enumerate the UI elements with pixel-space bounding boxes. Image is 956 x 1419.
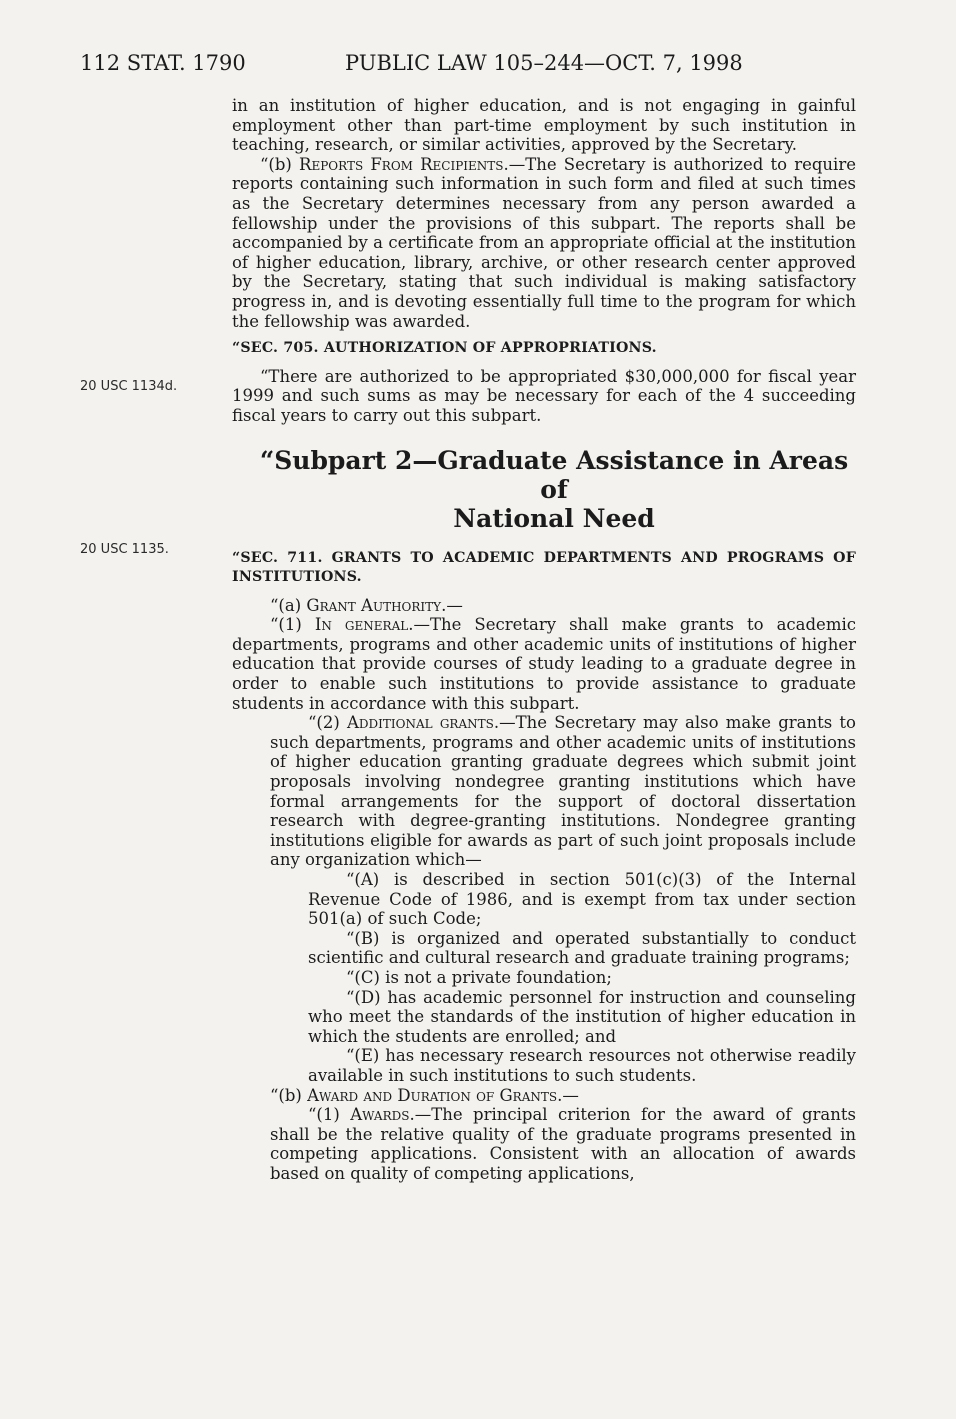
statute-page-number: 112 STAT. 1790 [80, 51, 246, 75]
public-law-header: PUBLIC LAW 105–244—OCT. 7, 1998 [345, 51, 743, 75]
subpart-title-line2: National Need [453, 503, 655, 533]
paragraph-heading: In general [314, 615, 409, 635]
paragraph-lead: “(b) [260, 154, 300, 174]
subsection-lead: “(b) [270, 1085, 308, 1105]
section-705-body: “There are authorized to be appropriated $30,000,000 for fiscal year 1999 and such sums as may be necessary for each of the 4 succeeding fiscal years to carry out this subpart. [232, 366, 856, 425]
section-705-heading: “SEC. 705. AUTHORIZATION OF APPROPRIATIONS. [232, 340, 657, 357]
paragraph-continuation: in an institution of higher education, and is not engaging in gainful employment other than part-time employment by such institution in teaching, research, or similar activities, approved by the Secretary. [232, 96, 856, 155]
subpart-2-title [232, 446, 856, 533]
subpart-title-line1: “Subpart 2—Graduate Assistance in Areas of [259, 445, 849, 504]
paragraph-heading: Additional grants [347, 713, 494, 733]
paragraph-body: .—The principal criterion for the award of grants shall be the relative quality of the graduate programs presented in competing applications. Consistent with an allocation of awards based on quality of competing applications, [270, 1105, 856, 1183]
clause-D: “(D) has academic personnel for instruction and counseling who meet the standards of the institution of higher education in which the students are enrolled; and [308, 987, 856, 1046]
subsection-lead: “(a) [270, 595, 307, 615]
subsection-a-heading [270, 596, 856, 616]
clause-E: “(E) has necessary research resources not otherwise readily available in such institutions to such students. [308, 1046, 856, 1085]
paragraph-a2 [270, 713, 856, 870]
subsection-tail: .— [557, 1085, 579, 1105]
subsection-b-heading [270, 1086, 856, 1106]
paragraph-lead: “(1) [308, 1105, 351, 1125]
clause-A: “(A) is described in section 501(c)(3) of the Internal Revenue Code of 1986, and is exempt from tax under section 501(a) of such Code; [308, 870, 856, 929]
document-body [232, 96, 856, 1184]
margin-citation-1135: 20 USC 1135. [80, 542, 169, 557]
paragraph-body: .—The Secretary may also make grants to such departments, programs and other academic units of institutions of higher education granting graduate degrees which submit joint proposals involving nondegree granting institutions which have formal arrangements for the support of doctoral dissertation research with degree-granting institutions. Nondegree granting institutions eligible for awards as part of such joint proposals include any organization which— [270, 713, 856, 870]
subsection-tail: .— [441, 595, 463, 615]
margin-citation-1134d: 20 USC 1134d. [80, 379, 178, 394]
paragraph-reports-from-recipients [232, 155, 856, 331]
paragraph-body: .—The Secretary shall make grants to academic departments, programs and other academic units of institutions of higher education that provide courses of study leading to a graduate degree in order to enable such institutions to provide assistance to graduate students in accordance with this subpart. [232, 615, 856, 713]
subsection-title: Grant Authority [306, 595, 442, 615]
clause-C: “(C) is not a private foundation; [346, 967, 612, 987]
paragraph-heading: Reports From Recipients [299, 154, 504, 174]
subsection-title: Award and Duration of Grants [307, 1085, 558, 1105]
paragraph-a1 [232, 615, 856, 713]
section-711-heading: “SEC. 711. GRANTS TO ACADEMIC DEPARTMENTS AND PROGRAMS OF INSTITUTIONS. [232, 549, 856, 586]
clause-B: “(B) is organized and operated substantially to conduct scientific and cultural research and graduate training programs; [308, 928, 856, 968]
paragraph-lead: “(2) [308, 713, 348, 733]
paragraph-heading: Awards [350, 1105, 410, 1125]
paragraph-body: .—The Secretary is authorized to require reports containing such information in such form and filed at such times as the Secretary determines necessary from any person awarded a fellowship under the provisions of this subpart. The reports shall be accompanied by a certificate from an appropriate official at the institution of higher education, library, archive, or other research center approved by the Secretary, stating that such individual is making satisfactory progress in, and is devoting essentially full time to the program for which the fellowship was awarded. [232, 154, 856, 331]
paragraph-lead: “(1) [270, 615, 315, 635]
paragraph-b1 [270, 1105, 856, 1183]
